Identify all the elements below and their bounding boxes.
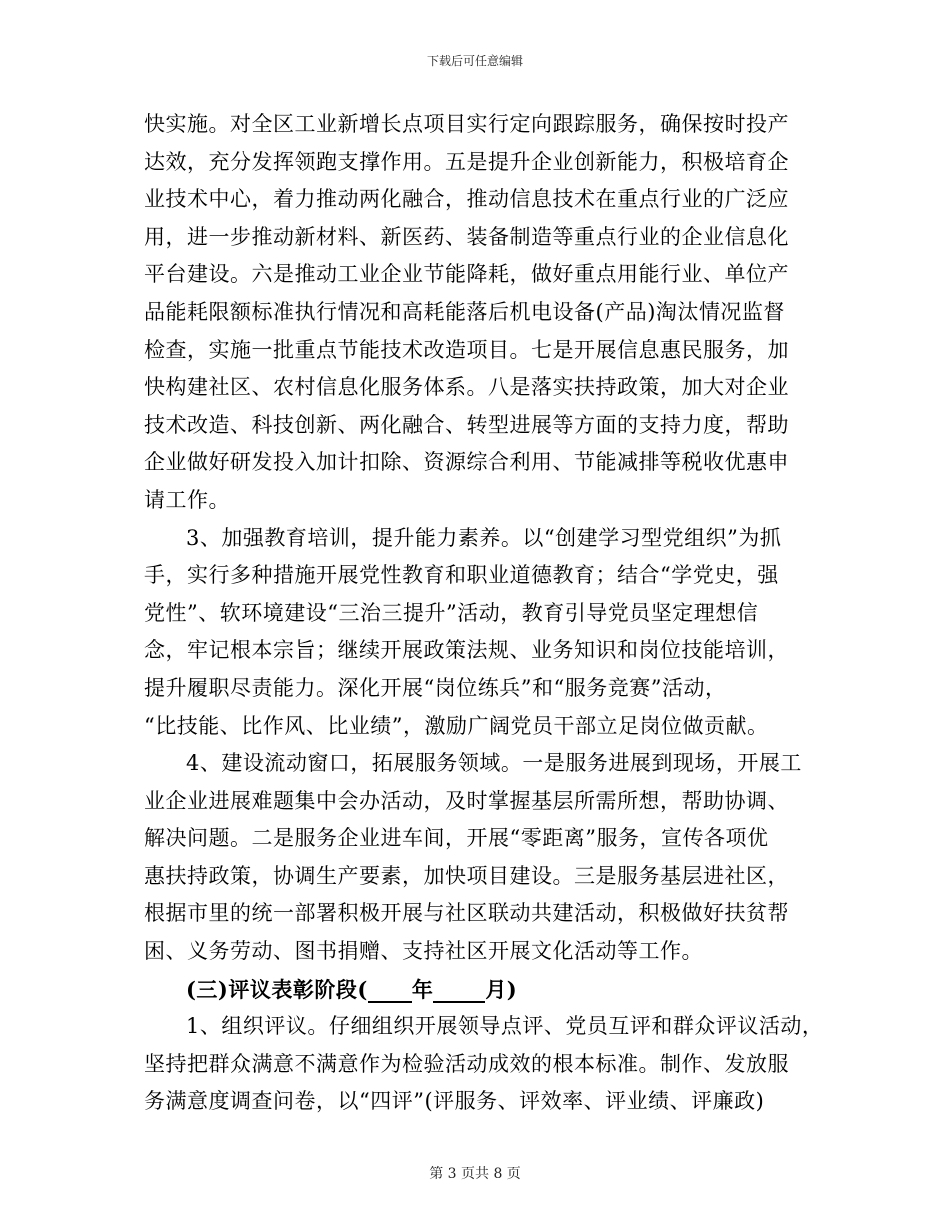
text-line: 快构建社区、农村信息化服务体系。八是落实扶持政策，加大对企业 bbox=[144, 375, 789, 400]
text-line: 品能耗限额标准执行情况和高耗能落后机电设备(产品)淘汰情况监督 bbox=[144, 299, 785, 324]
paragraph-3-first-line: 3、加强教育培训，提升能力素养。以“创建学习型党组织”为抓 bbox=[186, 525, 782, 550]
month-blank bbox=[433, 975, 485, 1003]
paragraph-4-first-line: 4、建设流动窗口，拓展服务领域。一是服务进展到现场，开展工 bbox=[186, 751, 802, 776]
page-footer: 第 3 页共 8 页 bbox=[429, 1166, 521, 1182]
text-line: 解决问题。二是服务企业进车间，开展“零距离”服务，宣传各项优 bbox=[144, 826, 769, 851]
text-line: 手，实行多种措施开展党性教育和职业道德教育；结合“学党史，强 bbox=[144, 563, 779, 588]
text-line: 困、义务劳动、图书捐赠、支持社区开展文化活动等工作。 bbox=[144, 939, 703, 964]
text-line: “比技能、比作风、比业绩”，激励广阔党员干部立足岗位做贡献。 bbox=[144, 713, 769, 738]
text-line: 快实施。对全区工业新增长点项目实行定向跟踪服务，确保按时投产 bbox=[144, 112, 789, 136]
document-body bbox=[144, 106, 824, 1121]
text-line: 业企业进展难题集中会办活动，及时掌握基层所需所想，帮助协调、 bbox=[144, 788, 789, 813]
year-blank bbox=[368, 975, 412, 1003]
page-header: 下载后可任意编辑 bbox=[426, 54, 523, 68]
text-line: 念，牢记根本宗旨；继续开展政策法规、业务知识和岗位技能培训， bbox=[144, 638, 789, 663]
text-line: 根据市里的统一部署积极开展与社区联动共建活动，积极做好扶贫帮 bbox=[144, 901, 789, 926]
text-line: 坚持把群众满意不满意作为检验活动成效的根本标准。制作、发放服 bbox=[144, 1051, 789, 1076]
text-line: 用，进一步推动新材料、新医药、装备制造等重点行业的企业信息化 bbox=[144, 224, 789, 249]
text-line: 惠扶持政策，协调生产要素，加快项目建设。三是服务基层进社区， bbox=[144, 863, 789, 888]
text-line: 企业做好研发投入加计扣除、资源综合利用、节能减排等税收优惠申 bbox=[144, 450, 789, 475]
text-line: 达效，充分发挥领跑支撑作用。五是提升企业创新能力，积极培育企 bbox=[144, 149, 789, 174]
section-heading-year: 年 bbox=[411, 976, 434, 1002]
paragraph-1-first-line: 1、组织评议。仔细组织开展领导点评、党员互评和群众评议活动， bbox=[186, 1014, 824, 1039]
section-heading-month: 月) bbox=[485, 976, 518, 1002]
text-line: 平台建设。六是推动工业企业节能降耗，做好重点用能行业、单位产 bbox=[144, 262, 789, 287]
text-line: 业技术中心，着力推动两化融合，推动信息技术在重点行业的广泛应 bbox=[144, 187, 789, 212]
text-line: 请工作。 bbox=[144, 487, 230, 512]
text-line: 党性”、软环境建设“三治三提升”活动，教育引导党员坚定理想信 bbox=[144, 600, 759, 625]
text-line: 技术改造、科技创新、两化融合、转型进展等方面的支持力度，帮助 bbox=[144, 412, 789, 437]
text-line: 检查，实施一批重点节能技术改造项目。七是开展信息惠民服务，加 bbox=[144, 337, 789, 362]
text-line: 提升履职尽责能力。深化开展“岗位练兵”和“服务竞赛”活动， bbox=[144, 675, 727, 700]
text-line: 务满意度调查问卷，以“四评”(评服务、评效率、评业绩、评廉政) bbox=[144, 1089, 765, 1114]
section-heading-prefix: (三)评议表彰阶段( bbox=[186, 976, 368, 1002]
section-heading bbox=[144, 971, 819, 1009]
